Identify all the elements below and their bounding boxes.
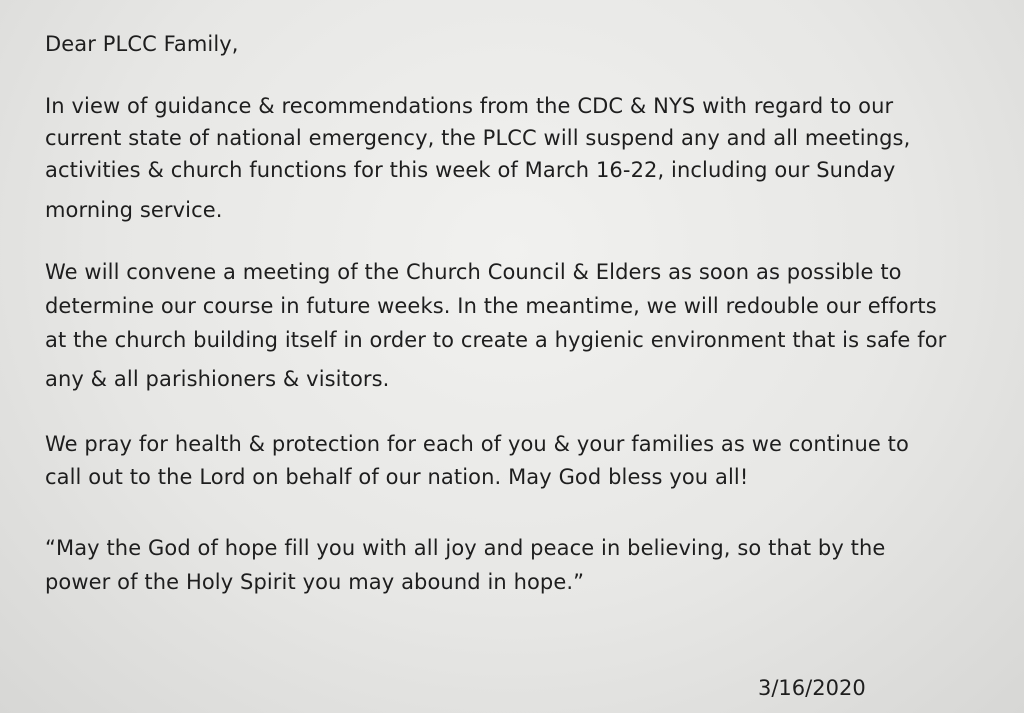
quote-line1: “May the God of hope fill you with all joy and peace in believing, so that by the bbox=[45, 536, 886, 560]
paragraph1-line3: activities & church functions for this week of March 16-22, including our Sunday bbox=[45, 158, 896, 182]
paragraph1-line2: current state of national emergency, the PLCC will suspend any and all meetings, bbox=[45, 126, 911, 150]
paragraph1-line1: In view of guidance & recommendations from the CDC & NYS with regard to our bbox=[45, 94, 894, 118]
paragraph2-line2: determine our course in future weeks. In the meantime, we will redouble our efforts bbox=[45, 294, 937, 318]
paragraph2-line3: at the church building itself in order to create a hygienic environment that is safe for bbox=[45, 328, 947, 352]
letter-date: 3/16/2020 bbox=[758, 676, 866, 700]
quote-line2: power of the Holy Spirit you may abound in hope.” bbox=[45, 570, 585, 594]
paragraph3-line1: We pray for health & protection for each of you & your families as we continue to bbox=[45, 432, 909, 456]
salutation: Dear PLCC Family, bbox=[45, 32, 239, 56]
paragraph2-line4: any & all parishioners & visitors. bbox=[45, 367, 390, 391]
paragraph1-line4: morning service. bbox=[45, 198, 223, 222]
paragraph2-line1: We will convene a meeting of the Church Council & Elders as soon as possible to bbox=[45, 260, 902, 284]
paragraph3-line2: call out to the Lord on behalf of our nation. May God bless you all! bbox=[45, 465, 749, 489]
